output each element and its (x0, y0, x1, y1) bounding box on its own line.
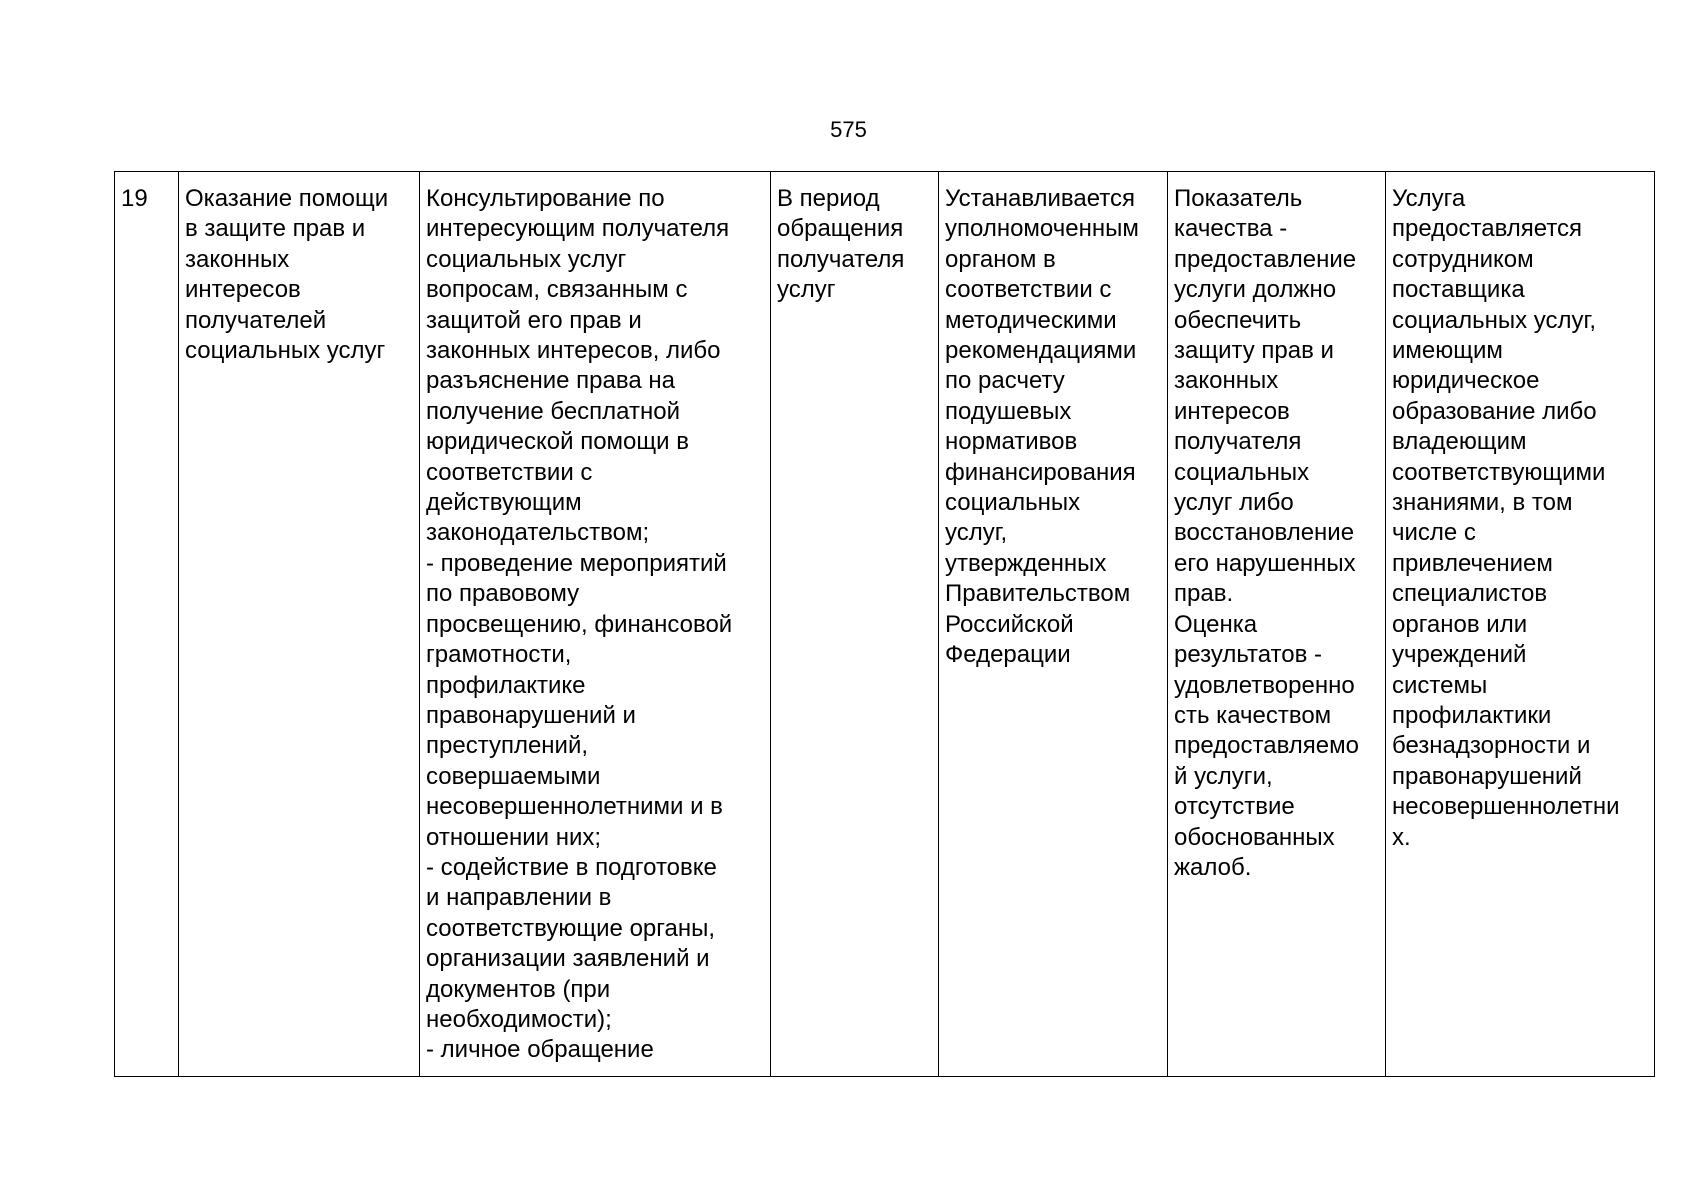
service-description-cell (420, 172, 771, 1077)
services-table (114, 171, 1655, 1077)
service-quality: Показатель качества - предоставление услуги должно обеспечить защиту прав и законных интересов получателя социальных услуг либо восстановление его нарушенных прав. Оценка результатов - удовлетворенно сть качеством предоставляемо й услуги, отсутствие обоснованных жалоб. (1174, 185, 1359, 881)
service-period: В период обращения получателя услуг (777, 185, 905, 304)
service-period-cell (771, 172, 939, 1077)
service-name: Оказание помощи в защите прав и законных интересов получателей социальных услуг (185, 185, 389, 365)
row-number: 19 (121, 185, 148, 212)
service-name-cell (179, 172, 420, 1077)
service-conditions-cell (1386, 172, 1655, 1077)
row-number-cell (115, 172, 179, 1077)
service-quality-cell (1168, 172, 1386, 1077)
service-norms-cell (939, 172, 1168, 1077)
service-norms: Устанавливается уполномоченным органом в соответствии с методическими рекомендациями по расчету подушевых нормативов финансирования социальных услуг, утвержденных Правительством Российской Федерации (945, 185, 1139, 669)
service-description: Консультирование по интересующим получателя социальных услуг вопросам, связанным с защитой его прав и законных интересов, либо разъяснение права на получение бесплатной юридической помощи в соответствии с действующим законодательством; - проведение мероприятий по правовому просвещению, финансовой грамотности, профилактике правонарушений и преступлений, совершаемыми несовершеннолетними и в отношении них; - содействие в подготовке и направлении в соответствующие органы, организации заявлений и документов (при необходимости); - личное обращение (426, 185, 733, 1064)
service-conditions: Услуга предоставляется сотрудником поставщика социальных услуг, имеющим юридическое образование либо владеющим соответствующими знаниями, в том числе с привлечением специалистов органов или учреждений системы профилактики безнадзорности и правонарушений несовершеннолетни х. (1392, 185, 1620, 851)
table-row (115, 172, 1655, 1077)
page-number: 575 (830, 117, 867, 142)
